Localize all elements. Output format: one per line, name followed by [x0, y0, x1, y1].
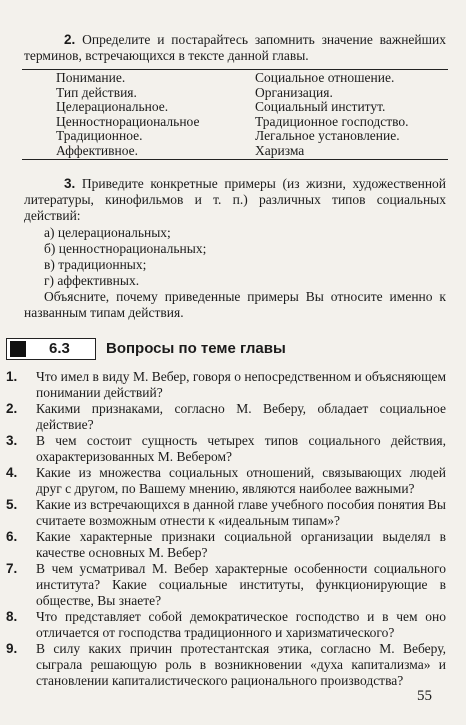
term: Социальный институт.: [255, 99, 386, 115]
question-number: 4.: [6, 465, 18, 480]
question-number: 2.: [6, 401, 18, 416]
question-item: [6, 369, 446, 401]
term: Целерациональное.: [56, 99, 169, 115]
task-3-items: [44, 225, 206, 289]
question-item: [6, 609, 446, 641]
question-item: [6, 433, 446, 465]
question-text: В силу каких причин протестантская этика, согласно М. Веберу, сыграла решающую роль в возникновении «духа капитализма» и становлении капиталистического рационального производства?: [36, 641, 446, 688]
task-2-text: Определите и постарайтесь запомнить значение важнейших терминов, встречающихся в тексте данной главы.: [24, 32, 447, 63]
term: Харизма: [255, 142, 305, 158]
question-item: [6, 641, 446, 689]
question-text: В чем усматривал М. Вебер характерные особенности социального института? Какие социальные институты, функционирующие в обществе, Вы знаете?: [36, 561, 446, 608]
section-number: 6.3: [49, 340, 70, 357]
question-text: Что имел в виду М. Вебер, говоря о непосредственном и объясняющем понимании действий?: [36, 369, 446, 400]
term: Понимание.: [56, 70, 126, 85]
question-item: [6, 529, 446, 561]
section-square-icon: [10, 341, 26, 357]
question-text: Какими признаками, согласно М. Веберу, обладает социальное действие?: [36, 401, 446, 432]
term: Организация.: [255, 84, 333, 100]
task-3: [24, 176, 446, 224]
term: Ценностнорациональное: [56, 113, 200, 129]
question-number: 9.: [6, 641, 18, 656]
question-number: 3.: [6, 433, 18, 448]
question-item: [6, 561, 446, 609]
task-3-number: 3.: [64, 176, 76, 191]
list-item: в) традиционных;: [44, 257, 147, 272]
question-text: Какие из встречающихся в данной главе учебного пособия понятия Вы считаете возможным отнести к «идеальным типам»?: [36, 497, 446, 528]
question-number: 8.: [6, 609, 18, 624]
question-number: 7.: [6, 561, 18, 576]
page-number: 55: [417, 688, 432, 704]
question-item: [6, 465, 446, 497]
task-2-number: 2.: [64, 32, 76, 47]
section-number-box: [6, 338, 96, 360]
question-text: Какие характерные признаки социальной организации выделял в качестве основных М. Вебер?: [36, 529, 446, 560]
task-2: [24, 32, 446, 64]
terms-left-column: [56, 71, 199, 159]
terms-right-column: [255, 71, 409, 159]
task-3-text: Приведите конкретные примеры (из жизни, художественной литературы, кинофильмов и т. п.) различных типов социальных действий:: [24, 176, 447, 223]
list-item: г) аффективных.: [44, 273, 140, 288]
section-heading: [6, 338, 456, 360]
question-number: 6.: [6, 529, 18, 544]
terms-table: [22, 69, 448, 160]
question-number: 5.: [6, 497, 18, 512]
section-title: Вопросы по теме главы: [106, 340, 286, 357]
term: Легальное установление.: [255, 128, 400, 144]
list-item: б) ценностнорациональных;: [44, 241, 207, 256]
term: Традиционное.: [56, 128, 143, 144]
question-item: [6, 401, 446, 433]
term: Традиционное господство.: [255, 113, 409, 129]
term: Аффективное.: [56, 142, 139, 158]
question-number: 1.: [6, 369, 18, 384]
term: Тип действия.: [56, 84, 137, 100]
question-text: Какие из множества социальных отношений, связывающих людей друг с другом, по Вашему мнению, являются наиболее важными?: [36, 465, 446, 496]
term: Социальное отношение.: [255, 70, 395, 85]
list-item: а) целерациональных;: [44, 225, 171, 240]
task-3-explain: Объясните, почему приведенные примеры Вы относите именно к названным типам действия.: [24, 289, 446, 320]
question-text: В чем состоит сущность четырех типов социального действия, охарактеризованных М. Вебером?: [36, 433, 446, 464]
question-item: [6, 497, 446, 529]
question-text: Что представляет собой демократическое господство и в чем оно отличается от господства традиционного и харизматического?: [36, 609, 446, 640]
